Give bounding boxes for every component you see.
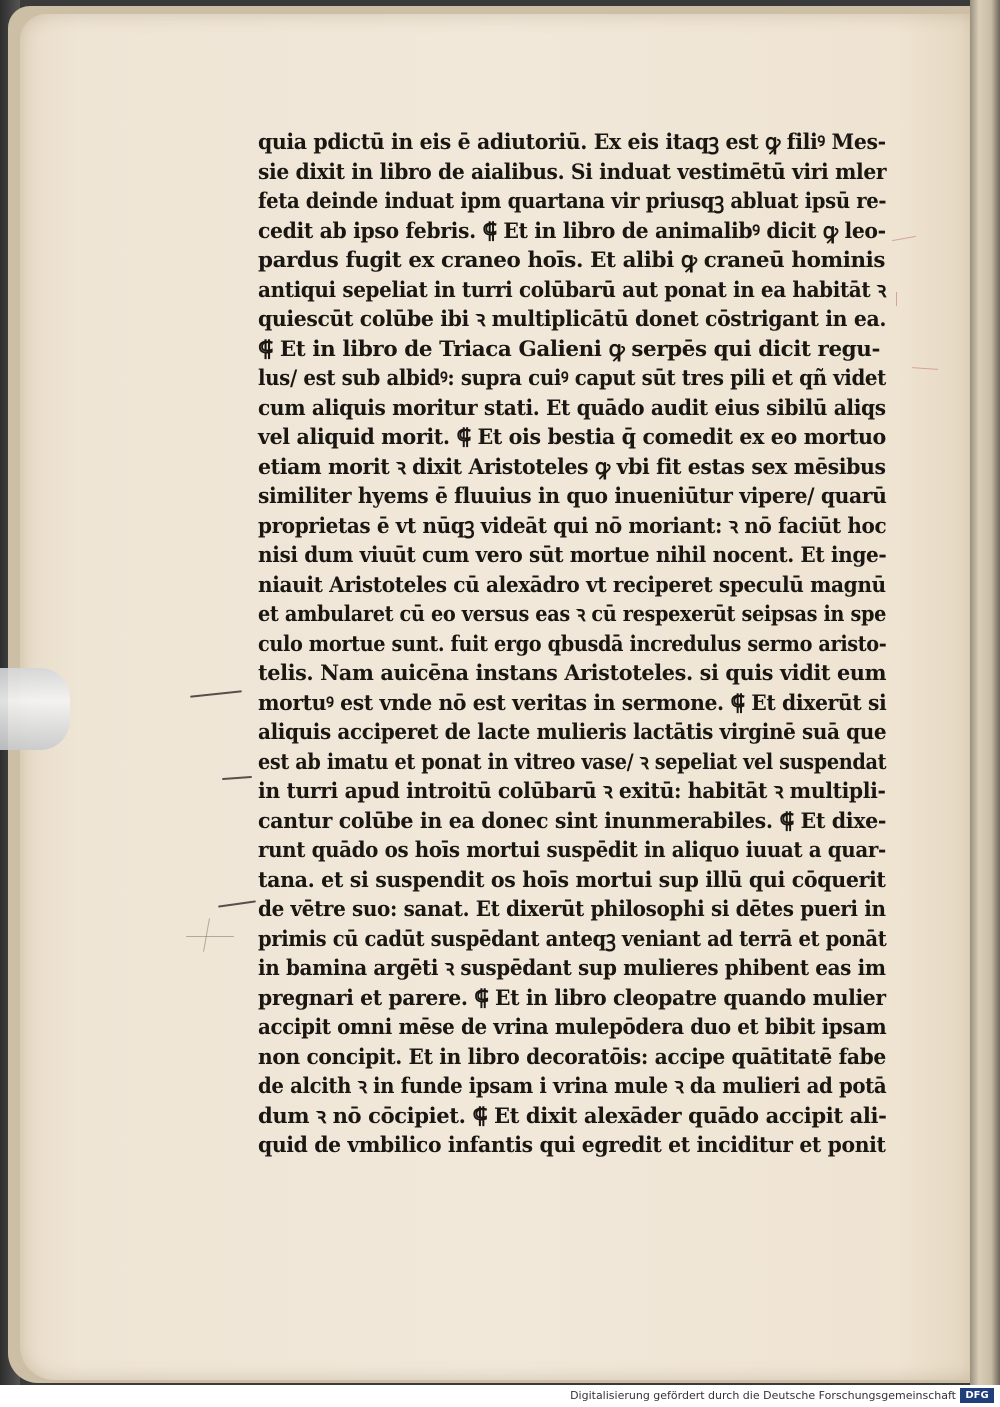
- text-line: etiam morit ꝛ dixit Aristoteles ꝙ vbi fit estas sex mēsibus: [258, 454, 886, 480]
- text-line: feta deinde induat ipm quartana vir priusqꝫ abluat ipsū re-: [258, 189, 887, 214]
- text-line: in bamina argēti ꝛ suspēdant sup mulieres phibent eas im: [258, 956, 886, 981]
- text-line: quiescūt colūbe ibi ꝛ multiplicātū donet cōstrigant in ea.: [258, 307, 887, 332]
- text-line: aliquis acciperet de lacte mulieris lactātis virginē suā que: [258, 720, 887, 745]
- text-line: cantur colūbe in ea donec sint inunmerabiles. ⸿ Et dixe-: [258, 808, 887, 834]
- text-line: vel aliquid morit. ⸿ Et ois bestia q̄ comedit ex eo mortuo: [258, 425, 886, 450]
- margin-mark: [186, 936, 234, 937]
- page-clip: [0, 668, 70, 750]
- text-line: nisi dum viuūt cum vero sūt mortue nihil nocent. Et inge-: [258, 543, 887, 568]
- text-line: non concipit. Et in libro decoratōis: accipe quātitatē fabe: [258, 1044, 886, 1070]
- text-line: lus/ est sub albidꝰ: supra cuiꝰ caput sūt tres pili et qñ videt: [258, 366, 886, 391]
- text-line: mortuꝰ est vnde nō est veritas in sermone. ⸿ Et dixerūt si: [258, 690, 887, 716]
- text-line: accipit omni mēse de vrina mulepōdera duo et bibit ipsam: [258, 1015, 887, 1040]
- text-line: antiqui sepeliat in turri colūbarū aut ponat in ea habitāt ꝛ: [258, 277, 886, 303]
- text-line: sie dixit in libro de aialibus. Si induat vestimētū viri mler: [258, 159, 887, 185]
- funding-credit: Digitalisierung gefördert durch die Deutsche Forschungsgemeinschaft: [570, 1389, 956, 1402]
- dfg-logo: DFG: [960, 1388, 994, 1403]
- text-line: primis cū cadūt suspēdant anteqꝫ veniant ad terrā et ponāt: [258, 926, 887, 952]
- text-line: proprietas ē vt nūqꝫ videāt qui nō moriant: ꝛ nō faciūt hoc: [258, 513, 887, 539]
- text-line: culo mortue sunt. fuit ergo qbusdā incredulus sermo aristo-: [258, 631, 887, 657]
- text-line: quia pdictū in eis ē adiutoriū. Ex eis itaqꝫ est ꝙ filiꝰ Mes-: [258, 130, 886, 155]
- text-line: cum aliquis moritur stati. Et quādo audit eius sibilū aliqs: [258, 395, 886, 421]
- text-line: similiter hyems ē fluuius in quo inueniūtur vipere/ quarū: [258, 484, 887, 509]
- text-line: telis. Nam auicēna instans Aristoteles. si quis vidit eum: [258, 661, 887, 686]
- text-line: de vētre suo: sanat. Et dixerūt philosophi si dētes pueri in: [258, 897, 886, 922]
- text-line: est ab imatu et ponat in vitreo vase/ ꝛ sepeliat vel suspendat: [258, 749, 887, 775]
- text-line: pregnari et parere. ⸿ Et in libro cleopatre quando mulier: [258, 985, 886, 1011]
- text-line: niauit Aristoteles cū alexādro vt reciperet speculū magnū: [258, 572, 886, 598]
- text-line: cedit ab ipso febris. ⸿ Et in libro de animalibꝰ dicit ꝙ leo-: [258, 218, 886, 244]
- text-line: quid de vmbilico infantis qui egredit et inciditur et ponit: [258, 1133, 886, 1158]
- footer-bar: [0, 1385, 1000, 1407]
- text-line: runt quādo os hoīs mortui suspēdit in aliquo iuuat a quar-: [258, 838, 886, 863]
- text-line: et ambularet cū eo versus eas ꝛ cū respexerūt seipsas in spe: [258, 602, 886, 627]
- text-line: dum ꝛ nō cōcipiet. ⸿ Et dixit alexāder quādo accipit ali-: [258, 1103, 887, 1129]
- text-line: pardus fugit ex craneo hoīs. Et alibi ꝙ craneū hominis: [258, 248, 886, 273]
- text-line: tana. et si suspendit os hoīs mortui sup illū qui cōquerit: [258, 867, 886, 893]
- text-block: [258, 128, 888, 1161]
- text-line: in turri apud introitū colūbarū ꝛ exitū: habitāt ꝛ multipli-: [258, 779, 886, 804]
- text-line: ⸿ Et in libro de Triaca Galieni ꝙ serpēs qui dicit regu-: [258, 336, 880, 362]
- red-margin-mark: [896, 292, 897, 306]
- text-line: de alcith ꝛ in funde ipsam i vrina mule ꝛ da mulieri ad potā: [258, 1074, 887, 1099]
- book-gutter: [970, 0, 1000, 1385]
